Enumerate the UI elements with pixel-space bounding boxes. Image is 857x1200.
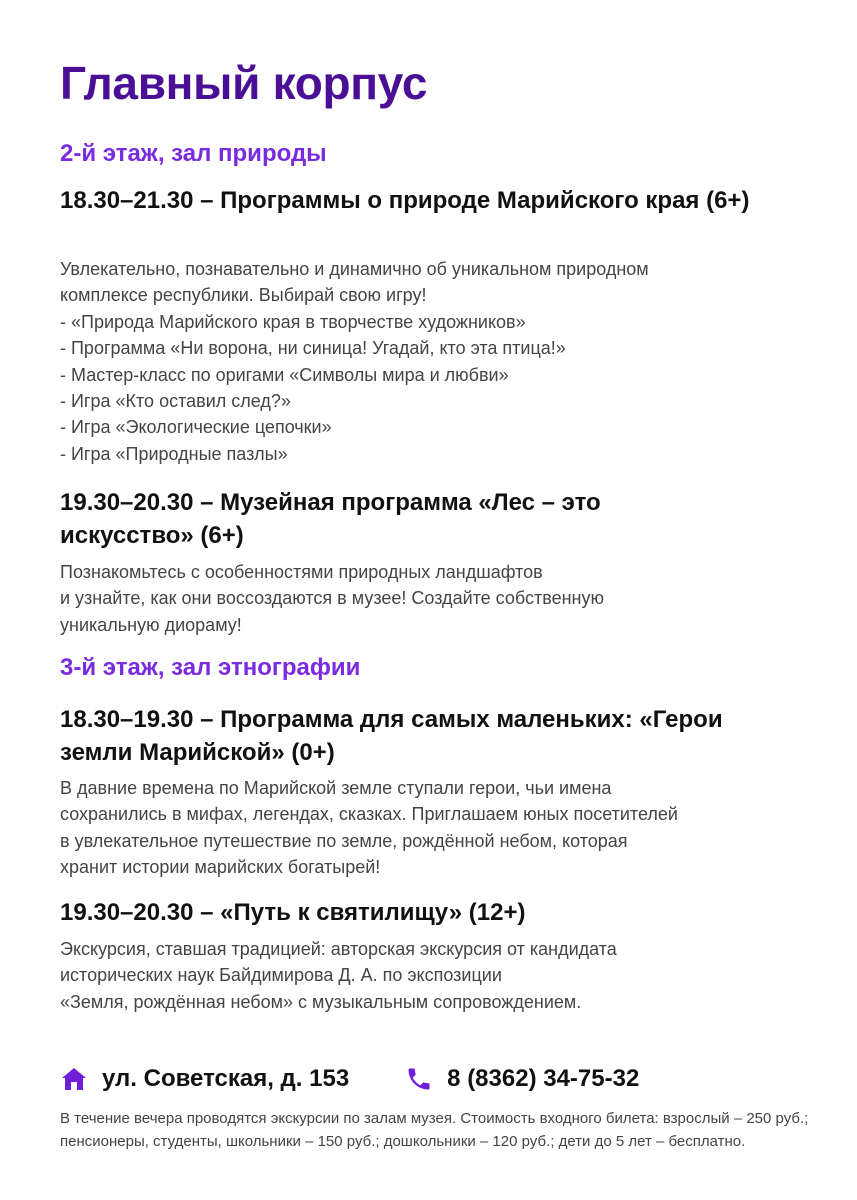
event-description-forest-art: Познакомьтесь с особенностями природных ландшафтов и узнайте, как они воссоздаются в музее! Создайте собственную уникальную диораму! — [60, 562, 604, 635]
event-title-sanctuary: 19.30–20.30 – «Путь к святилищу» (12+) — [60, 899, 526, 926]
section-heading-ethnography-hall: 3-й этаж, зал этнографии — [60, 654, 361, 681]
contacts-row — [60, 1062, 639, 1096]
event-description-nature-programs: Увлекательно, познавательно и динамично об уникальном природном комплексе республики. Выбирай свою игру! - «Природа Марийского края в творчестве художников» - Программа «Ни ворона, ни синица! Угадай, кто эта птица!» - Мастер-класс по оригами «Символы мира и любви» - Игра «Кто оставил след?» - Игра «Экологические цепочки» - Игра «Природные пазлы» — [60, 259, 649, 464]
phone-text[interactable]: 8 (8362) 34-75-32 — [447, 1065, 640, 1092]
address-block — [60, 1062, 349, 1096]
footnote: В течение вечера проводятся экскурсии по залам музея. Стоимость входного билета: взрослый – 250 руб.; пенсионеры, студенты, школьники – 150 руб.; дошкольники – 120 руб.; дети до 5 лет – бесплатно. — [60, 1110, 809, 1150]
phone-icon — [405, 1065, 433, 1093]
event-description-sanctuary: Экскурсия, ставшая традицией: авторская экскурсия от кандидата исторических наук Байдимирова Д. А. по экспозиции «Земля, рождённая небом» с музыкальным сопровождением. — [60, 939, 617, 1012]
phone-block[interactable] — [405, 1062, 639, 1096]
address-text: ул. Советская, д. 153 — [102, 1065, 350, 1092]
section-heading-nature-hall: 2-й этаж, зал природы — [60, 140, 327, 167]
event-title-nature-programs: 18.30–21.30 – Программы о природе Марийского края (6+) — [60, 187, 750, 214]
event-description-heroes: В давние времена по Марийской земле ступали герои, чьи имена сохранились в мифах, легендах, сказках. Приглашаем юных посетителей в увлекательное путешествие по земле, рождённой небом, которая хранит истории марийских богатырей! — [60, 778, 678, 878]
event-title-forest-art: 19.30–20.30 – Музейная программа «Лес – это искусство» (6+) — [60, 489, 601, 549]
event-title-heroes: 18.30–19.30 – Программа для самых маленьких: «Герои земли Марийской» (0+) — [60, 706, 723, 766]
home-icon — [60, 1065, 88, 1093]
page-title: Главный корпус — [60, 57, 428, 109]
